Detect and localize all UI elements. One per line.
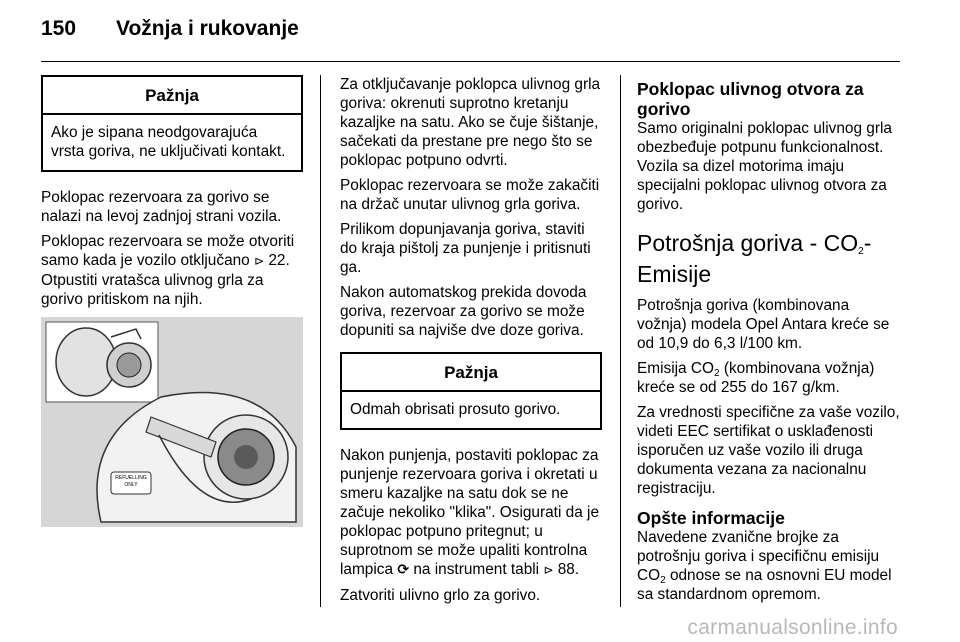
page-reference[interactable]: 88.: [557, 561, 580, 578]
paragraph: Poklopac rezervoara se može otvoriti samo kada je vozilo otključano ⊳ 22. Otpustiti vratašca ulivnog grla za gorivo pritiskom na njih.: [41, 233, 295, 308]
page-title: Vožnja i rukovanje: [116, 17, 299, 40]
header-rule: [41, 61, 900, 62]
fuel-flap-drawing: [41, 317, 303, 527]
section-heading: Opšte informacije: [637, 508, 785, 528]
paragraph: Poklopac rezervoara za gorivo se nalazi na levoj zadnjoj strani vozila.: [41, 189, 282, 225]
paragraph: Samo originalni poklopac ulivnog grla obezbeđuje potpunu funkcionalnost. Vozila sa dizel motorima imaju specijalni poklopac ulivnog otvora za gorivo.: [637, 120, 892, 213]
paragraph: Prilikom dopunjavanja goriva, staviti do kraja pištolj za punjenje i pritisnuti ga.: [340, 221, 591, 276]
paragraph: Za otključavanje poklopca ulivnog grla goriva: okrenuti suprotno kretanju kazaljke na satu. Ako se čuje šištanje, sačekati da prestane pre nego što se poklopac potpuno odvrti.: [340, 76, 601, 169]
warning-box: [340, 352, 602, 430]
paragraph: Potrošnja goriva (kombinovana vožnja) modela Opel Antara kreće se od 10,9 do 6,3 l/100 km.: [637, 297, 890, 352]
paragraph: Zatvoriti ulivno grlo za gorivo.: [340, 587, 541, 604]
page-reference[interactable]: 22.: [268, 252, 290, 269]
chapter-heading: Potrošnja goriva - $CO_2-$ Emisije: [637, 230, 872, 287]
paragraph: Poklopac rezervoara se može zakačiti na držač unutar ulivnog grla goriva.: [340, 177, 600, 213]
paragraph: Nakon automatskog prekida dovoda goriva, rezervoar za gorivo se može dopuniti sa najviše dve doze goriva.: [340, 284, 587, 339]
paragraph: Nakon punjenja, postaviti poklopac za punjenje rezervoara goriva i okretati u smeru kazaljke na satu dok se ne začuje nekoliko "klika". Osigurati da je poklopac potpuno pritegnut; u suprotnom se može upaliti kontrolna lampica ⟳ na instrument tabli ⊳ 88.: [340, 447, 600, 578]
warning-text: Odmah obrisati prosuto gorivo.: [350, 401, 561, 418]
warning-text: Ako je sipana neodgovarajuća vrsta goriva, ne uključivati kontakt.: [51, 124, 286, 160]
column-2: [340, 75, 602, 611]
figure-label: REFUELLING ONLY: [115, 475, 147, 488]
paragraph: Za vrednosti specifične za vaše vozilo, videti EEC sertifikat o usklađenosti isporučen uz vaše vozilo ili druga dokumenta vezana za nacionalnu registraciju.: [637, 404, 900, 497]
warning-title: Pažnja: [342, 354, 600, 392]
reference-arrow-icon: ⊳: [254, 254, 265, 268]
column-divider-1: [320, 75, 321, 607]
column-3: [637, 79, 902, 610]
warning-box: [41, 75, 303, 172]
fuel-cap-warning-lamp-icon: ⟳: [397, 561, 410, 577]
column-divider-2: [620, 75, 621, 607]
reference-arrow-icon: ⊳: [543, 563, 554, 577]
page-number: 150: [41, 17, 77, 40]
paragraph: Emisija $CO_2$ (kombinovana vožnja) kreće se od 255 do 167 g/km.: [637, 360, 875, 396]
watermark: carmanualsonline.info: [687, 616, 898, 639]
column-1: [41, 75, 303, 527]
fuel-filler-illustration: [41, 317, 303, 527]
page-header: [41, 17, 299, 41]
paragraph: Navedene zvanične brojke za potrošnju goriva i specifičnu emisiju $CO_2$ odnose se na osnovni EU model sa standardnom opremom.: [637, 529, 892, 603]
warning-title: Pažnja: [43, 77, 301, 115]
section-heading: Poklopac ulivnog otvora za gorivo: [637, 79, 864, 119]
